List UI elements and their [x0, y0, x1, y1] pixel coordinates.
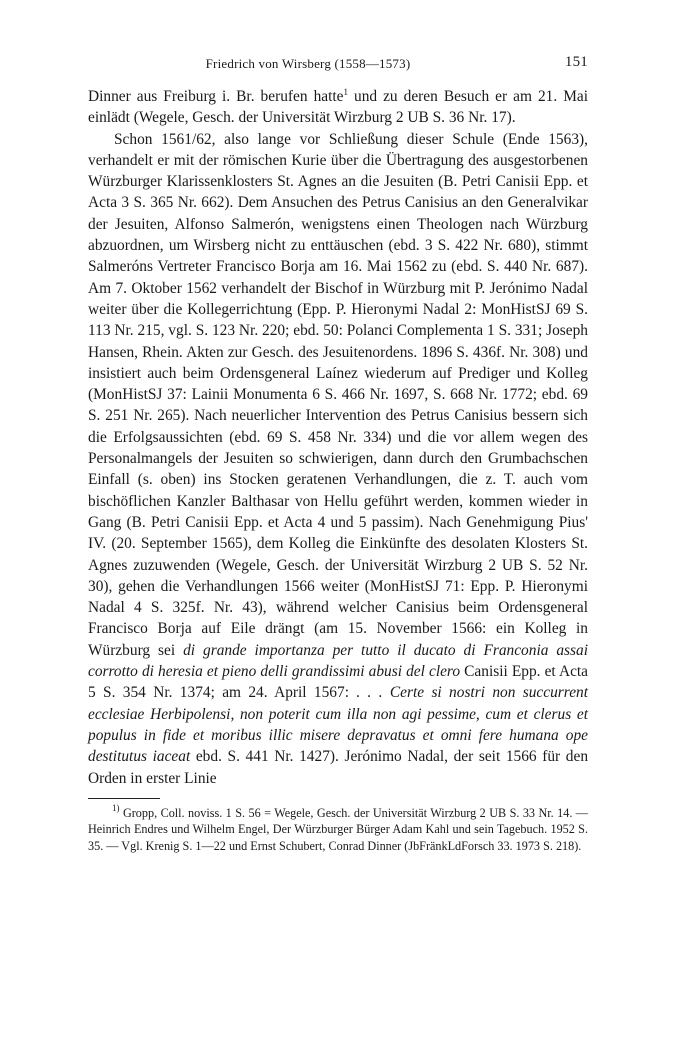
footnote-reference: 1	[343, 87, 348, 97]
paragraph-1	[88, 86, 588, 129]
paragraph-1-text-a: Dinner aus Freiburg i. Br. berufen hatte	[88, 88, 344, 105]
latin-quotation: . . . Certe si nostri non succurrent ecclesiae Herbipolensi, non poterit cum illa non agi pessime, cum et clerus et populus in fide et moribus illic misere depravatus et omni fere humana ope destitutus iaceat	[88, 684, 588, 766]
footnote-marker: 1)	[112, 802, 120, 813]
footnotes	[88, 802, 588, 855]
paragraph-2-text-c: ebd. S. 441 Nr. 1427). Jerónimo Nadal, der seit 1566 für den Orden in erster Linie	[88, 748, 589, 787]
italian-quotation: di grande importanza per tutto il ducato di Franconia assai corrotto di heresia et pieno delli grandissimi abusi del clero	[88, 641, 589, 681]
main-text	[88, 86, 588, 789]
running-title: Friedrich von Wirsberg (1558—1573)	[205, 56, 411, 71]
footnote-text: Gropp, Coll. noviss. 1 S. 56 = Wegele, Gesch. der Universität Wirzburg 2 UB S. 33 Nr. 14. — Heinrich Endres und Wilhelm Engel, Der Würzburger Bürger Adam Kahl und sein Tagebuch. 1952 S. 35. — Vgl. Krenig S. 1—22 und Ernst Schubert, Conrad Dinner (JbFränkLdForsch 33. 1973 S. 218).	[88, 805, 588, 853]
paragraph-1-text-b: und zu deren Besuch er am 21. Mai einlädt (Wegele, Gesch. der Universität Wirzburg 2 UB S. 36 Nr. 17).	[88, 88, 588, 127]
paragraph-2	[88, 129, 588, 789]
footnote-divider	[88, 798, 160, 799]
running-head	[88, 52, 588, 76]
footnote-1	[88, 802, 588, 855]
paragraph-2-text-a: Schon 1561/62, also lange vor Schließung dieser Schule (Ende 1563), verhandelt er mit der römischen Kurie über die Übertragung des ausgestorbenen Würzburger Klarissenklosters St. Agnes an die Jesuiten (B. Petri Canisii Epp. et Acta 3 S. 365 Nr. 662). Dem Ansuchen des Petrus Canisius an den Generalvikar der Jesuiten, Alfonso Salmerón, wenigstens einen Theologen nach Würzburg abzuordnen, um Wirsberg nicht zu enttäuschen (ebd. 3 S. 422 Nr. 680), stimmt Salmeróns Vertreter Francisco Borja am 16. Mai 1562 zu (ebd. S. 440 Nr. 687). Am 7. Oktober 1562 verhandelt der Bischof in Würzburg mit P. Jerónimo Nadal weiter über die Kollegerrichtung (Epp. P. Hieronymi Nadal 2: MonHistSJ 69 S. 113 Nr. 215, vgl. S. 123 Nr. 220; ebd. 50: Polanci Complementa 1 S. 331; Joseph Hansen, Rhein. Akten zur Gesch. des Jesuitenordens. 1896 S. 436f. Nr. 308) und insistiert auch beim Ordensgeneral Laínez wiederum auf Prediger und Kolleg (MonHistSJ 37: Lainii Monumenta 6 S. 466 Nr. 1697, S. 668 Nr. 1772; ebd. 69 S. 251 Nr. 265). Nach neuerlicher Intervention des Petrus Canisius bessern sich die Erfolgsaussichten (ebd. 69 S. 458 Nr. 334) und die vor allem wegen des Personalmangels der Jesuiten so schwierigen, dann durch den Grumbachschen Einfall (s. oben) ins Stocken geratenen Verhandlungen, die z. T. auch vom bischöflichen Kanzler Balthasar von Hellu geführt werden, kommen wieder in Gang (B. Petri Canisii Epp. et Acta 4 und 5 passim). Nach Genehmigung Pius' IV. (20. September 1565), dem Kolleg die Einkünfte des desolaten Klosters St. Agnes zuzuwenden (Wegele, Gesch. der Universität Wirzburg 2 UB S. 52 Nr. 30), gehen die Verhandlungen 1566 weiter (MonHistSJ 71: Epp. P. Hieronymi Nadal 4 S. 325f. Nr. 43), während welcher Canisius beim Ordensgeneral Francisco Borja auf Eile drängt (am 15. November 1566: ein Kolleg in Würzburg sei	[88, 130, 588, 659]
book-page	[88, 52, 588, 855]
page-number: 151	[564, 54, 588, 70]
paragraph-2-text-b: Canisii Epp. et Acta 5 S. 354 Nr. 1374; am 24. April 1567:	[88, 663, 589, 702]
